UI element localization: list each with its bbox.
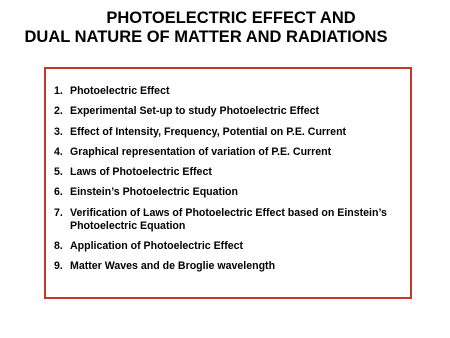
topic-number: 2. [54,105,63,118]
topic-number: 8. [54,240,63,253]
topic-number: 4. [54,145,63,158]
topic-text: Einstein’s Photoelectric Equation [70,186,238,199]
topic-item-4 [54,146,410,159]
topic-number: 6. [54,186,63,199]
topic-item-6 [54,186,410,199]
topic-number: 7. [54,206,63,219]
topic-item-1 [54,85,410,98]
topic-item-7 [54,207,410,233]
topic-text: Photoelectric Effect [70,85,170,97]
topic-item-9 [54,260,410,273]
topics-box [44,67,412,299]
topic-text: Application of Photoelectric Effect [70,240,244,253]
topic-text: Effect of Intensity, Frequency, Potential on P.E. Current [70,125,347,138]
topic-text: Verification of Laws of Photoelectric Effect based on Einstein’s Photoelectric Equation [70,206,387,232]
topic-text: Experimental Set-up to study Photoelectric Effect [70,105,319,118]
topic-text: Laws of Photoelectric Effect [70,166,212,179]
topic-text: Matter Waves and de Broglie wavelength [70,260,276,273]
title-line-2: DUAL NATURE OF MATTER AND RADIATIONS [24,28,388,46]
topic-item-8 [54,240,410,253]
topic-list [54,85,410,281]
topic-item-3 [54,126,410,139]
topic-item-2 [54,105,410,118]
topic-number: 3. [54,125,63,138]
title-line-1: PHOTOELECTRIC EFFECT AND [106,9,356,27]
topic-text: Graphical representation of variation of P.E. Current [70,145,332,158]
slide-title [0,9,450,47]
topic-number: 5. [54,166,63,179]
topic-number: 1. [54,85,63,97]
topic-number: 9. [54,260,63,273]
topic-item-5 [54,166,410,179]
